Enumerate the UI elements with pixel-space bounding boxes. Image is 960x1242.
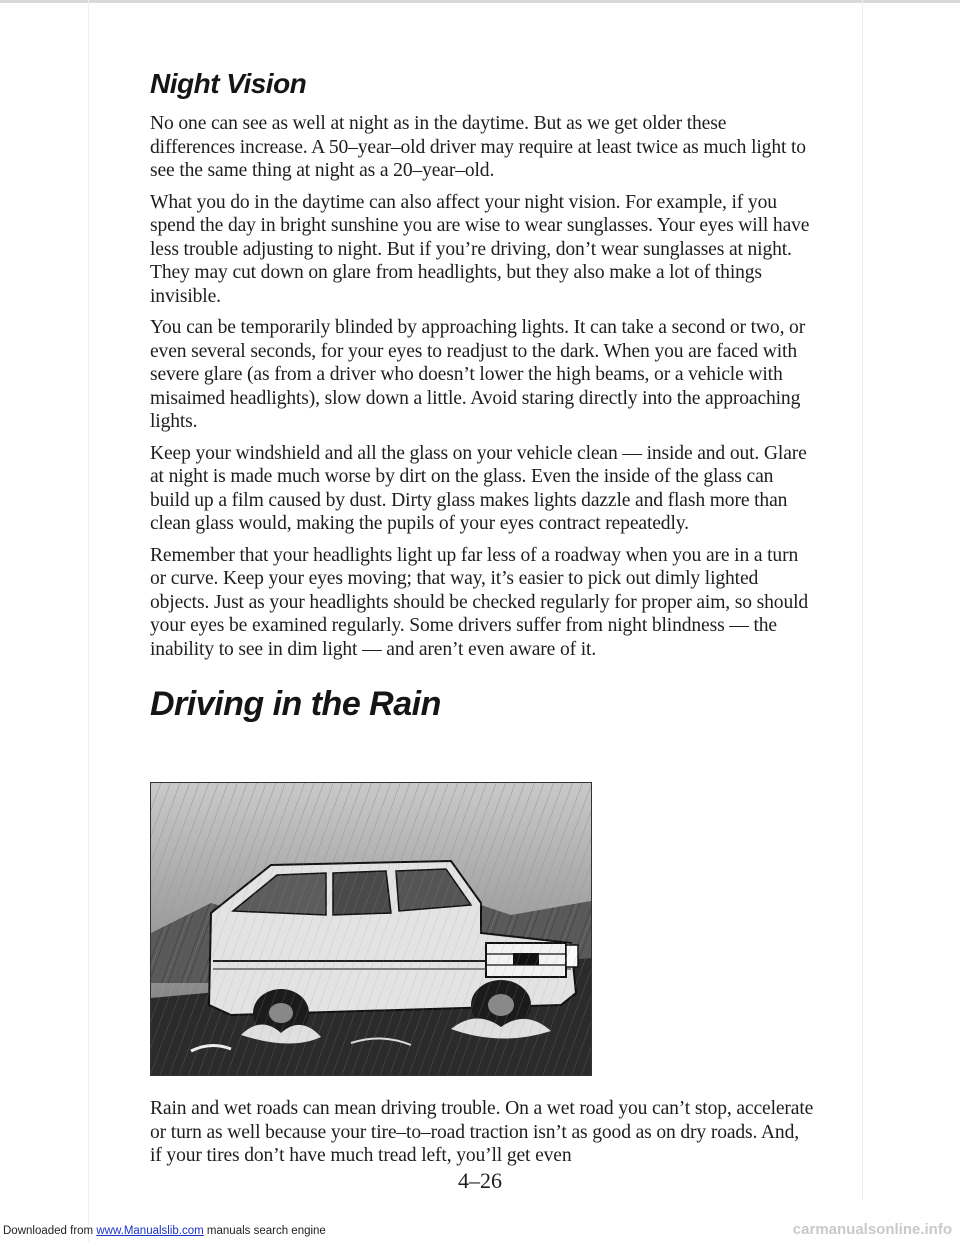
footer-suffix: manuals search engine <box>206 1225 326 1237</box>
page-number: 4–26 <box>458 1168 502 1193</box>
footer-prefix: Downloaded from <box>3 1225 94 1237</box>
top-rule <box>0 0 960 3</box>
night-vision-paragraph-3: You can be temporarily blinded by approaching lights. It can take a second or two, or even several seconds, for your eyes to readjust to the dark. When you are faced with severe glare (as from a driver who doesn’t lower the high beams, or a vehicle with misaimed headlights), slow down a little. Avoid staring directly into the approaching lights. <box>150 317 806 432</box>
truck-in-rain-image <box>151 783 591 1075</box>
download-footer <box>3 1224 326 1238</box>
night-vision-paragraph-1: No one can see as well at night as in the daytime. But as we get older these differences increase. A 50–year–old driver may require at least twice as much light to see the same thing at night as a 20–year–old. <box>150 113 806 181</box>
night-vision-heading: Night Vision <box>150 68 307 99</box>
manualslib-link[interactable]: www.Manualslib.com <box>96 1225 204 1237</box>
rain-truck-illustration <box>150 782 592 1076</box>
driving-in-rain-paragraph: Rain and wet roads can mean driving trouble. On a wet road you can’t stop, accelerate or turn as well because your tire–to–road traction isn’t as good as on dry roads. And, if your tires don’t have much tread left, you’ll get even <box>150 1098 814 1166</box>
night-vision-paragraph-4: Keep your windshield and all the glass on your vehicle clean — inside and out. Glare at night is made much worse by dirt on the glass. Even the inside of the glass can build up a film caused by dust. Dirty glass makes lights dazzle and flash more than clean glass would, making the pupils of your eyes contract repeatedly. <box>150 442 807 534</box>
watermark-text: carmanualsonline.info <box>792 1221 952 1238</box>
main-text-column <box>150 60 815 725</box>
driving-in-rain-heading: Driving in the Rain <box>150 685 441 723</box>
page-edge-left <box>88 0 89 1242</box>
rain-text-column <box>150 1097 815 1168</box>
night-vision-paragraph-2: What you do in the daytime can also affect your night vision. For example, if you spend the day in bright sunshine you are wise to wear sunglasses. Your eyes will have less trouble adjusting to night. But if you’re driving, don’t wear sunglasses at night. They may cut down on glare from headlights, but they also make a lot of things invisible. <box>150 191 810 307</box>
night-vision-paragraph-5: Remember that your headlights light up far less of a roadway when you are in a turn or curve. Keep your eyes moving; that way, it’s easier to pick out dimly lighted objects. Just as your headlights should be checked regularly for proper aim, so should your eyes be examined regularly. Some drivers suffer from night blindness — the inability to see in dim light — and aren’t even aware of it. <box>150 544 809 660</box>
page-edge-right <box>862 0 863 1200</box>
